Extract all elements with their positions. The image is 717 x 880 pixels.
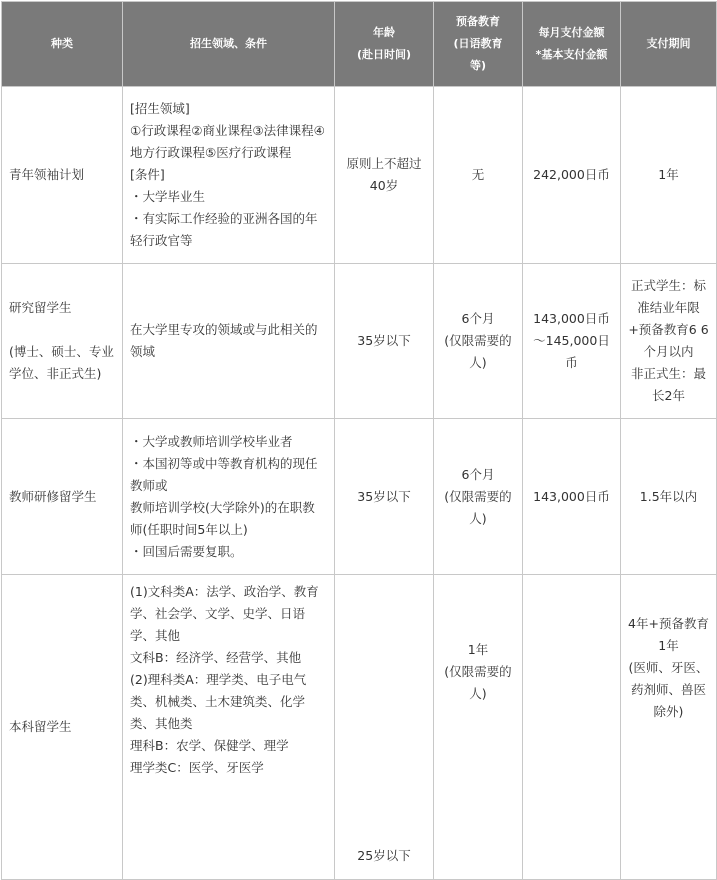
cell-pay: 242,000日币 [523, 87, 621, 264]
cell-conditions: 在大学里专攻的领域或与此相关的领域 [123, 264, 335, 419]
header-pay: 每月支付金额 *基本支付金额 [523, 2, 621, 87]
cell-prep: 1年 (仅限需要的人) [434, 575, 523, 880]
table-row [2, 87, 717, 264]
header-row [2, 2, 717, 87]
cell-pay [523, 575, 621, 880]
header-type: 种类 [2, 2, 123, 87]
cell-age: 35岁以下 [335, 419, 434, 575]
header-conditions: 招生领域、条件 [123, 2, 335, 87]
cell-period: 1.5年以内 [621, 419, 717, 575]
cell-period: 正式学生：标准结业年限+预备教育6 6个月以内 非正式生：最长2年 [621, 264, 717, 419]
cell-conditions: [招生领域] ①行政课程②商业课程③法律课程④地方行政课程⑤医疗行政课程 [条件] ・大学毕业生 ・有实际工作经验的亚洲各国的年轻行政官等 [123, 87, 335, 264]
cell-type: 研究留学生 (博士、硕士、专业学位、非正式生) [2, 264, 123, 419]
cell-prep: 无 [434, 87, 523, 264]
table-row [2, 575, 717, 880]
scholarship-table [1, 1, 717, 880]
cell-age: 25岁以下 [335, 575, 434, 880]
header-period: 支付期间 [621, 2, 717, 87]
cell-conditions: (1)文科类A：法学、政治学、教育学、社会学、文学、史学、日语学、其他 文科B：经济学、经营学、其他 (2)理科类A：理学类、电子电气类、机械类、土木建筑类、化学类、其他类 理科B：农学、保健学、理学 理学类C：医学、牙医学 [123, 575, 335, 880]
cell-type: 本科留学生 [2, 575, 123, 880]
header-prep: 预备教育 (日语教育 等) [434, 2, 523, 87]
header-age: 年龄 (赴日时间) [335, 2, 434, 87]
cell-pay: 143,000日币～145,000日币 [523, 264, 621, 419]
cell-period: 4年+预备教育1年 (医师、牙医、药剂师、兽医除外) [621, 575, 717, 880]
cell-age: 35岁以下 [335, 264, 434, 419]
cell-pay: 143,000日币 [523, 419, 621, 575]
cell-prep: 6个月 (仅限需要的人) [434, 264, 523, 419]
table-row [2, 419, 717, 575]
cell-prep: 6个月 (仅限需要的人) [434, 419, 523, 575]
cell-conditions: ・大学或教师培训学校毕业者 ・本国初等或中等教育机构的现任教师或 教师培训学校(大学除外)的在职教师(任职时间5年以上) ・回国后需要复职。 [123, 419, 335, 575]
table-row [2, 264, 717, 419]
cell-type: 青年领袖计划 [2, 87, 123, 264]
cell-type: 教师研修留学生 [2, 419, 123, 575]
cell-age: 原则上不超过40岁 [335, 87, 434, 264]
cell-period: 1年 [621, 87, 717, 264]
